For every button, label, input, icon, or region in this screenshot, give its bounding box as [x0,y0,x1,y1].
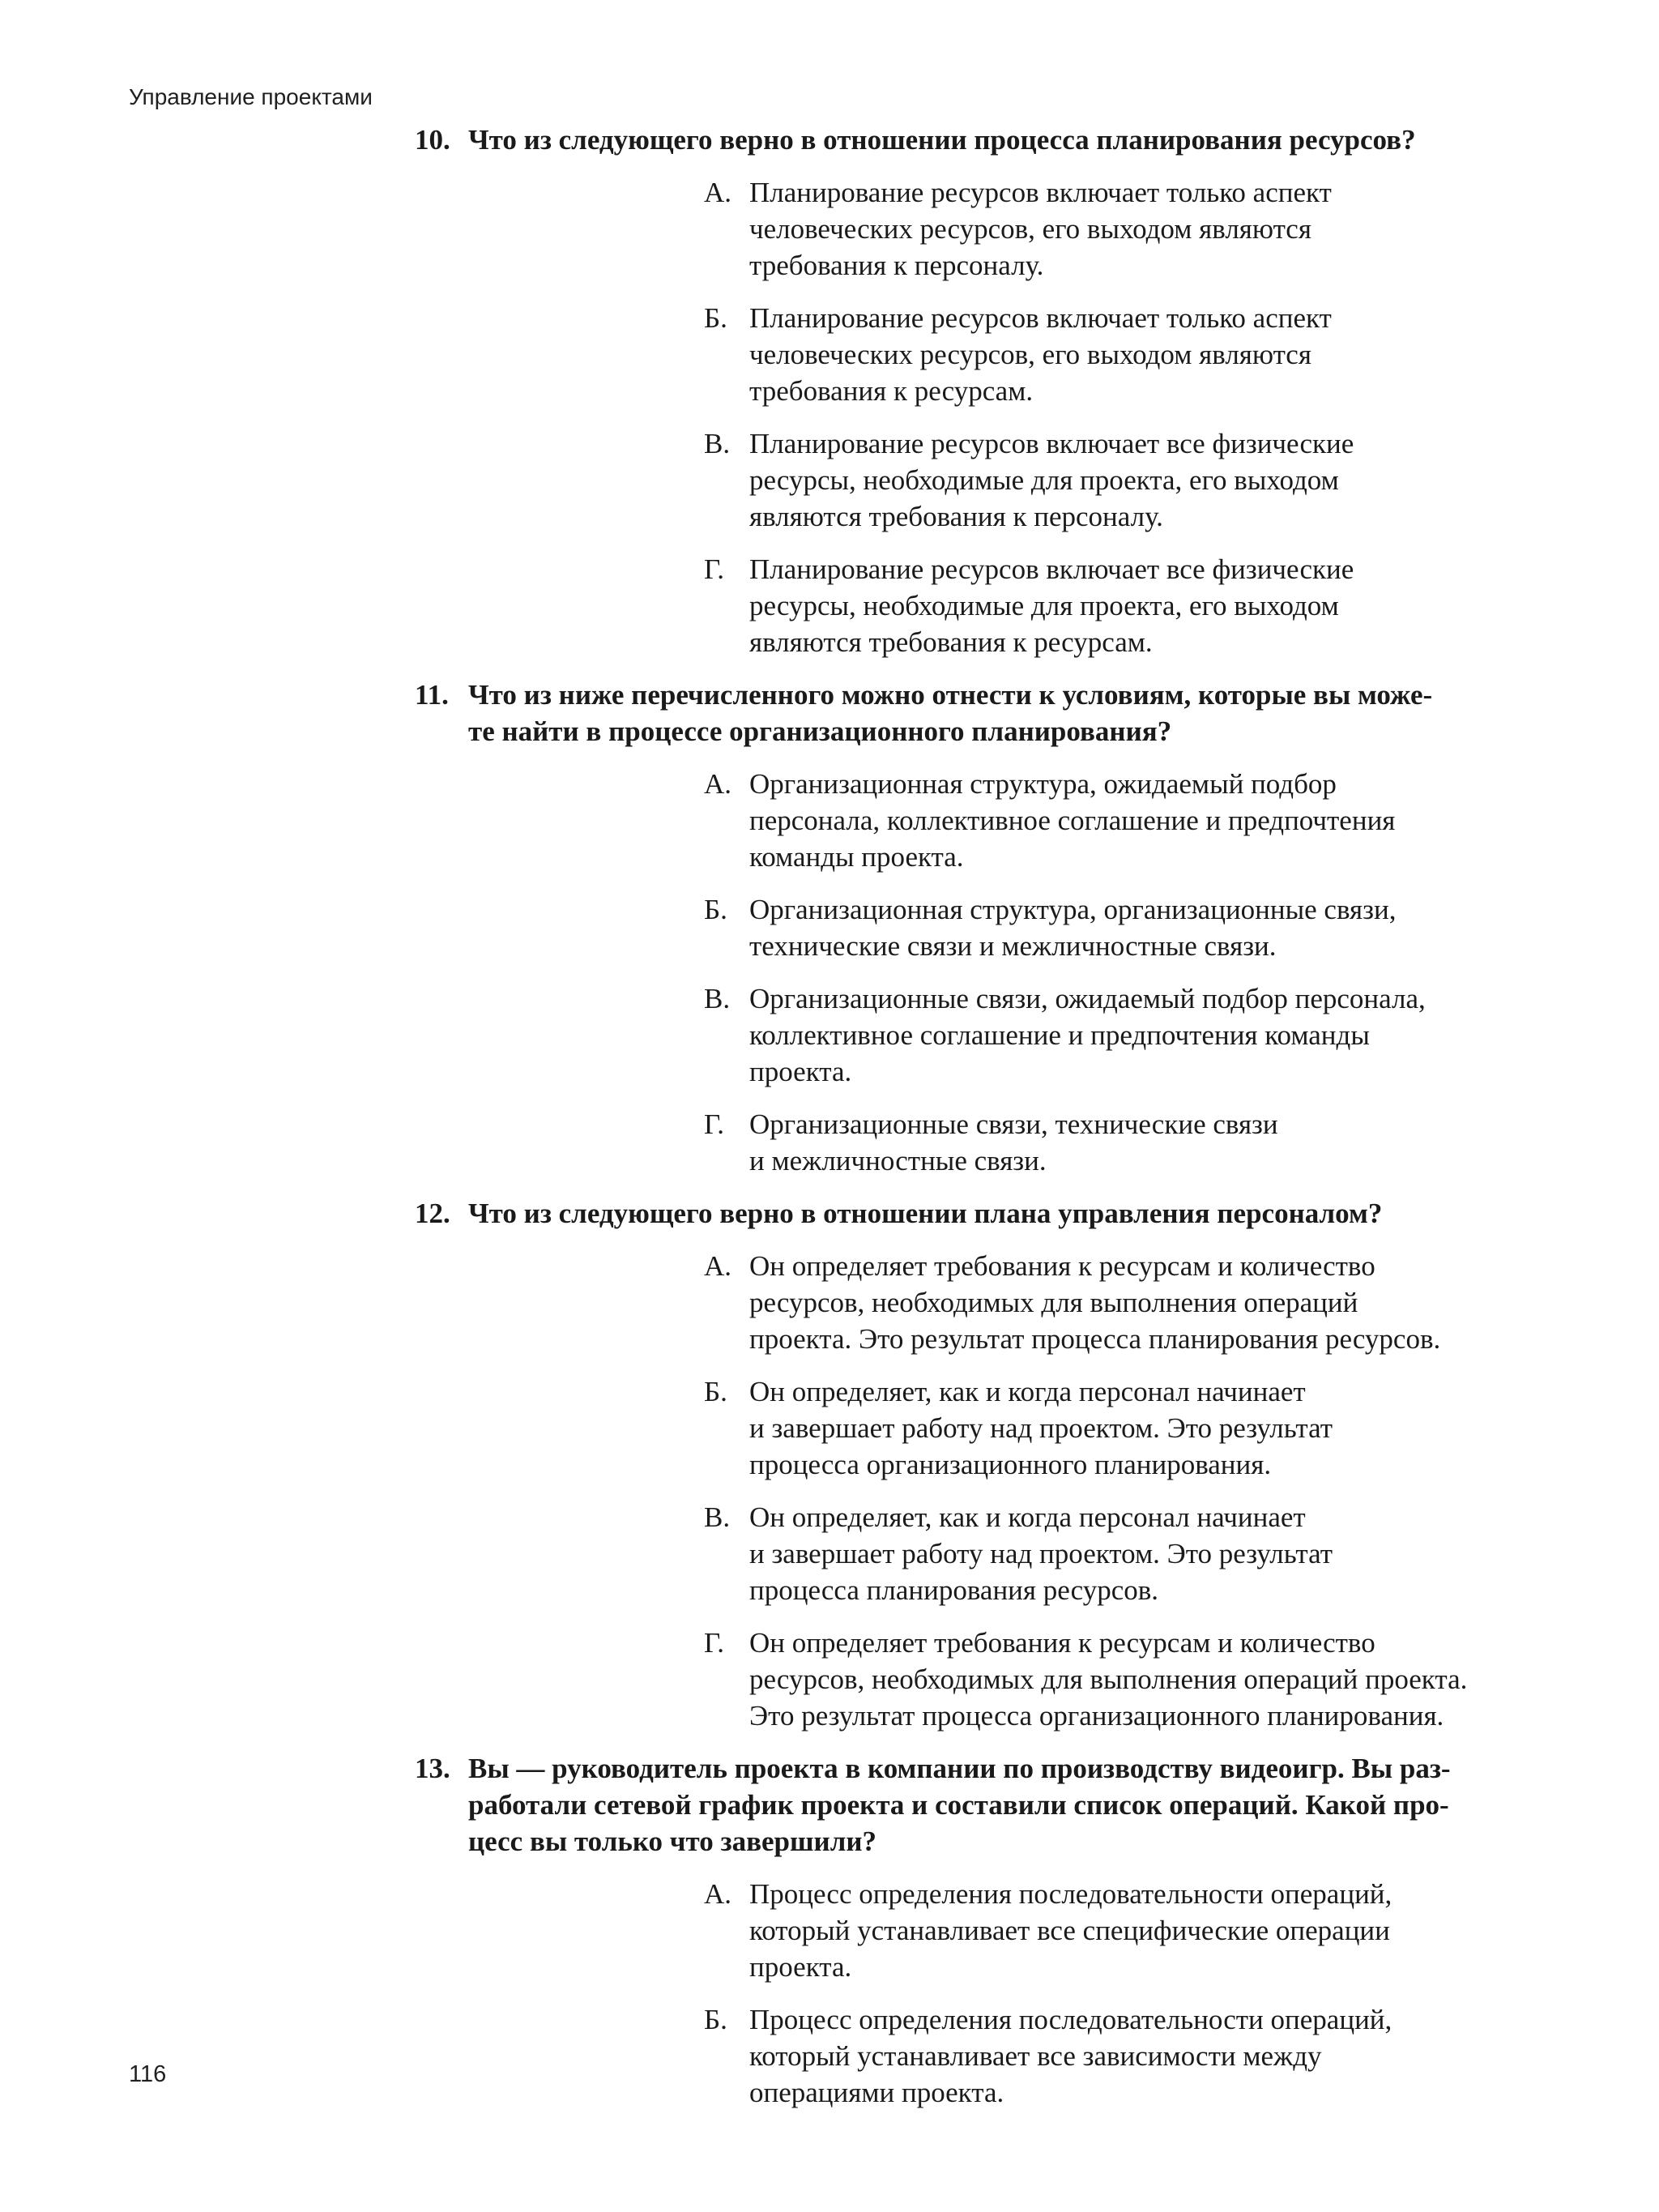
answer-options [704,1876,1553,2111]
option-letter: А. [704,768,732,800]
answer-options [704,766,1553,1179]
question-text: Что из ниже перечисленного можно отнести к условиям, которые вы може- те найти в процессе организационного планирования? [468,679,1433,747]
question-number: 10. [415,124,450,156]
question-12 [415,1195,1557,1734]
answer-option-b [704,891,1553,964]
questions-content [415,122,1557,2127]
question-text: Что из следующего верно в отношении плана управления персоналом? [468,1198,1383,1229]
question-text-block [415,1750,1557,1860]
option-text: Организационная структура, ожидаемый подбор персонала, коллективное соглашение и предпочтения команды проекта. [749,768,1396,873]
option-text: Он определяет требования к ресурсам и количество ресурсов, необходимых для выполнения операций проекта. Это результат процесса организационного планирования. [749,1627,1468,1732]
question-text-block [415,677,1557,749]
option-text: Он определяет, как и когда персонал начинает и завершает работу над проектом. Это результат процесса организационного планирования. [749,1376,1333,1480]
question-text: Что из следующего верно в отношении процесса планирования ресурсов? [468,124,1416,156]
page-number: 116 [129,2061,167,2087]
option-letter: Б. [704,302,727,334]
option-text: Организационные связи, ожидаемый подбор персонала, коллективное соглашение и предпочтения команды проекта. [749,983,1426,1087]
option-text: Планирование ресурсов включает все физические ресурсы, необходимые для проекта, его выходом являются требования к персоналу. [749,428,1354,532]
option-letter: Б. [704,1376,727,1407]
option-text: Процесс определения последовательности операций, который устанавливает все специфические операции проекта. [749,1878,1392,1983]
option-letter: А. [704,177,732,208]
option-letter: Г. [704,553,725,585]
option-text: Планирование ресурсов включает только аспект человеческих ресурсов, его выходом являются требования к ресурсам. [749,302,1332,407]
option-text: Он определяет требования к ресурсам и количество ресурсов, необходимых для выполнения операций проекта. Это результат процесса планирования ресурсов. [749,1250,1441,1355]
answer-option-v [704,425,1553,535]
question-13 [415,1750,1557,2111]
answer-option-v [704,1499,1553,1608]
answer-option-g [704,1106,1553,1179]
answer-option-a [704,1248,1553,1357]
question-text: Вы — руководитель проекта в компании по производству видеоигр. Вы раз- работали сетевой график проекта и составили список операций. Какой про- цесс вы только что завершили? [468,1753,1451,1857]
answer-option-b [704,300,1553,409]
question-number: 11. [415,679,449,711]
option-text: Организационная структура, организационные связи, технические связи и межличностные связи. [749,894,1397,962]
answer-option-b [704,1373,1553,1483]
question-text-block [415,122,1557,158]
question-number: 13. [415,1753,450,1784]
option-text: Организационные связи, технические связи и межличностные связи. [749,1108,1278,1176]
option-text: Планирование ресурсов включает только аспект человеческих ресурсов, его выходом являются требования к персоналу. [749,177,1332,281]
option-letter: Б. [704,894,727,925]
question-text-block [415,1195,1557,1232]
answer-option-a [704,174,1553,284]
option-letter: Г. [704,1108,725,1140]
option-letter: В. [704,1501,731,1533]
running-header: Управление проектами [129,84,373,109]
answer-option-a [704,1876,1553,1985]
option-letter: А. [704,1250,732,1282]
option-letter: Г. [704,1627,725,1659]
option-text: Планирование ресурсов включает все физические ресурсы, необходимые для проекта, его выходом являются требования к ресурсам. [749,553,1354,658]
answer-option-g [704,1625,1553,1734]
question-number: 12. [415,1198,450,1229]
option-letter: А. [704,1878,732,1910]
answer-option-v [704,980,1553,1090]
option-letter: Б. [704,2004,727,2035]
question-11 [415,677,1557,1179]
option-text: Процесс определения последовательности операций, который устанавливает все зависимости между операциями проекта. [749,2004,1392,2108]
answer-option-b [704,2001,1553,2111]
question-10 [415,122,1557,660]
answer-option-a [704,766,1553,875]
answer-options [704,1248,1553,1734]
answer-options [704,174,1553,660]
option-letter: В. [704,983,731,1014]
answer-option-g [704,551,1553,660]
option-letter: В. [704,428,731,459]
option-text: Он определяет, как и когда персонал начинает и завершает работу над проектом. Это результат процесса планирования ресурсов. [749,1501,1333,1606]
